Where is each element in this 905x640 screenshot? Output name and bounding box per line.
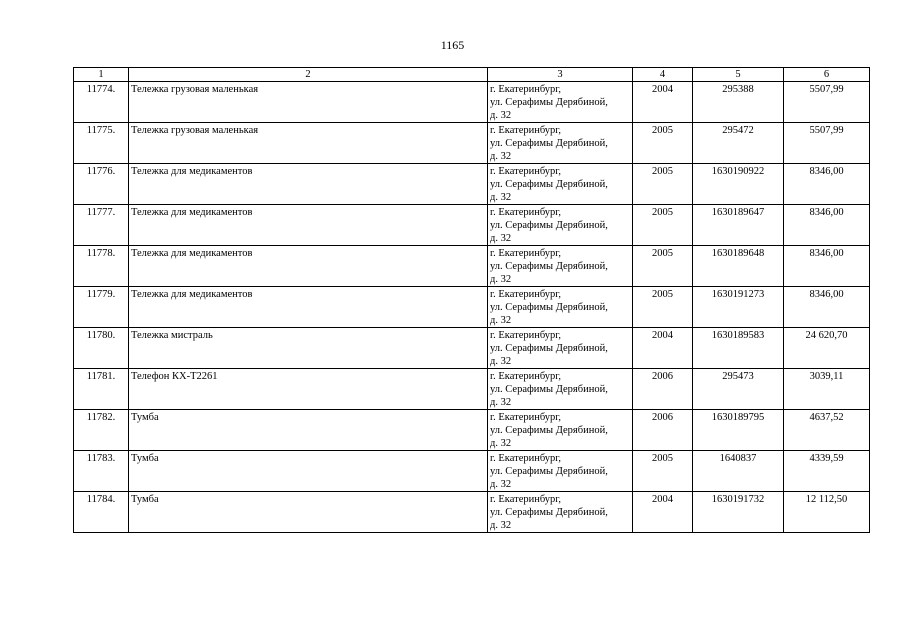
address-line: д. 32 — [490, 315, 512, 326]
row-number-cell: 11781. — [74, 369, 129, 410]
row-number-cell: 11784. — [74, 492, 129, 533]
address-line: ул. Серафимы Дерябиной, — [490, 507, 608, 518]
address-cell — [488, 328, 633, 369]
table-row — [74, 164, 870, 205]
inventory-number-cell: 1630189647 — [693, 205, 784, 246]
address-line: д. 32 — [490, 192, 512, 203]
cost-cell: 8346,00 — [784, 287, 870, 328]
year-cell: 2005 — [633, 123, 693, 164]
table-body — [74, 82, 870, 533]
item-name-cell: Тележка для медикаментов — [129, 287, 488, 328]
address-line: г. Екатеринбург, — [490, 289, 562, 300]
address-line: ул. Серафимы Дерябиной, — [490, 138, 608, 149]
year-cell: 2005 — [633, 246, 693, 287]
address-line: ул. Серафимы Дерябиной, — [490, 261, 608, 272]
address-line: д. 32 — [490, 438, 512, 449]
table-row — [74, 287, 870, 328]
year-cell: 2004 — [633, 492, 693, 533]
cost-cell: 3039,11 — [784, 369, 870, 410]
address-line: г. Екатеринбург, — [490, 330, 562, 341]
address-line: г. Екатеринбург, — [490, 371, 562, 382]
inventory-number-cell: 1630189648 — [693, 246, 784, 287]
table-header — [74, 68, 870, 82]
cost-cell: 12 112,50 — [784, 492, 870, 533]
address-line: г. Екатеринбург, — [490, 453, 562, 464]
inventory-number-cell: 295473 — [693, 369, 784, 410]
address-line: г. Екатеринбург, — [490, 494, 562, 505]
column-header: 5 — [693, 68, 784, 82]
address-line: ул. Серафимы Дерябиной, — [490, 425, 608, 436]
address-line: д. 32 — [490, 110, 512, 121]
table-row — [74, 451, 870, 492]
inventory-number-cell: 1630189795 — [693, 410, 784, 451]
address-cell — [488, 82, 633, 123]
address-line: д. 32 — [490, 274, 512, 285]
address-line: д. 32 — [490, 479, 512, 490]
item-name-cell: Тележка для медикаментов — [129, 205, 488, 246]
address-line: ул. Серафимы Дерябиной, — [490, 302, 608, 313]
year-cell: 2006 — [633, 369, 693, 410]
row-number-cell: 11774. — [74, 82, 129, 123]
table-row — [74, 410, 870, 451]
table-row — [74, 246, 870, 287]
column-header: 4 — [633, 68, 693, 82]
cost-cell: 24 620,70 — [784, 328, 870, 369]
address-cell — [488, 205, 633, 246]
address-line: г. Екатеринбург, — [490, 412, 562, 423]
row-number-cell: 11776. — [74, 164, 129, 205]
item-name-cell: Телефон КХ-Т2261 — [129, 369, 488, 410]
row-number-cell: 11779. — [74, 287, 129, 328]
row-number-cell: 11780. — [74, 328, 129, 369]
table-row — [74, 82, 870, 123]
table-row — [74, 205, 870, 246]
address-cell — [488, 492, 633, 533]
address-line: г. Екатеринбург, — [490, 248, 562, 259]
address-cell — [488, 410, 633, 451]
item-name-cell: Тележка грузовая маленькая — [129, 82, 488, 123]
column-header: 3 — [488, 68, 633, 82]
address-line: г. Екатеринбург, — [490, 84, 562, 95]
address-line: д. 32 — [490, 397, 512, 408]
row-number-cell: 11777. — [74, 205, 129, 246]
page-number: 1165 — [440, 38, 465, 52]
address-line: д. 32 — [490, 151, 512, 162]
year-cell: 2004 — [633, 328, 693, 369]
address-cell — [488, 451, 633, 492]
address-line: г. Екатеринбург, — [490, 166, 562, 177]
address-cell — [488, 164, 633, 205]
address-line: д. 32 — [490, 520, 512, 531]
address-line: г. Екатеринбург, — [490, 125, 562, 136]
cost-cell: 8346,00 — [784, 205, 870, 246]
item-name-cell: Тележка для медикаментов — [129, 164, 488, 205]
row-number-cell: 11782. — [74, 410, 129, 451]
inventory-number-cell: 1630191732 — [693, 492, 784, 533]
address-line: ул. Серафимы Дерябиной, — [490, 179, 608, 190]
year-cell: 2004 — [633, 82, 693, 123]
address-cell — [488, 287, 633, 328]
inventory-number-cell: 1630190922 — [693, 164, 784, 205]
cost-cell: 8346,00 — [784, 164, 870, 205]
address-line: ул. Серафимы Дерябиной, — [490, 384, 608, 395]
address-cell — [488, 246, 633, 287]
cost-cell: 4637,52 — [784, 410, 870, 451]
cost-cell: 5507,99 — [784, 82, 870, 123]
cost-cell: 5507,99 — [784, 123, 870, 164]
table-row — [74, 492, 870, 533]
item-name-cell: Тележка мистраль — [129, 328, 488, 369]
year-cell: 2005 — [633, 451, 693, 492]
address-line: ул. Серафимы Дерябиной, — [490, 466, 608, 477]
property-table — [73, 67, 870, 533]
address-line: г. Екатеринбург, — [490, 207, 562, 218]
address-line: ул. Серафимы Дерябиной, — [490, 97, 608, 108]
year-cell: 2005 — [633, 164, 693, 205]
row-number-cell: 11778. — [74, 246, 129, 287]
column-header: 6 — [784, 68, 870, 82]
table-row — [74, 369, 870, 410]
year-cell: 2005 — [633, 205, 693, 246]
header-row — [74, 68, 870, 82]
year-cell: 2005 — [633, 287, 693, 328]
column-header: 1 — [74, 68, 129, 82]
item-name-cell: Тележка для медикаментов — [129, 246, 488, 287]
year-cell: 2006 — [633, 410, 693, 451]
inventory-number-cell: 1640837 — [693, 451, 784, 492]
row-number-cell: 11783. — [74, 451, 129, 492]
column-header: 2 — [129, 68, 488, 82]
table-row — [74, 123, 870, 164]
address-line: ул. Серафимы Дерябиной, — [490, 220, 608, 231]
inventory-number-cell: 295472 — [693, 123, 784, 164]
address-cell — [488, 369, 633, 410]
inventory-number-cell: 1630189583 — [693, 328, 784, 369]
address-line: ул. Серафимы Дерябиной, — [490, 343, 608, 354]
address-cell — [488, 123, 633, 164]
cost-cell: 4339,59 — [784, 451, 870, 492]
item-name-cell: Тумба — [129, 410, 488, 451]
item-name-cell: Тележка грузовая маленькая — [129, 123, 488, 164]
inventory-number-cell: 1630191273 — [693, 287, 784, 328]
table-row — [74, 328, 870, 369]
row-number-cell: 11775. — [74, 123, 129, 164]
address-line: д. 32 — [490, 233, 512, 244]
item-name-cell: Тумба — [129, 451, 488, 492]
address-line: д. 32 — [490, 356, 512, 367]
inventory-number-cell: 295388 — [693, 82, 784, 123]
item-name-cell: Тумба — [129, 492, 488, 533]
cost-cell: 8346,00 — [784, 246, 870, 287]
